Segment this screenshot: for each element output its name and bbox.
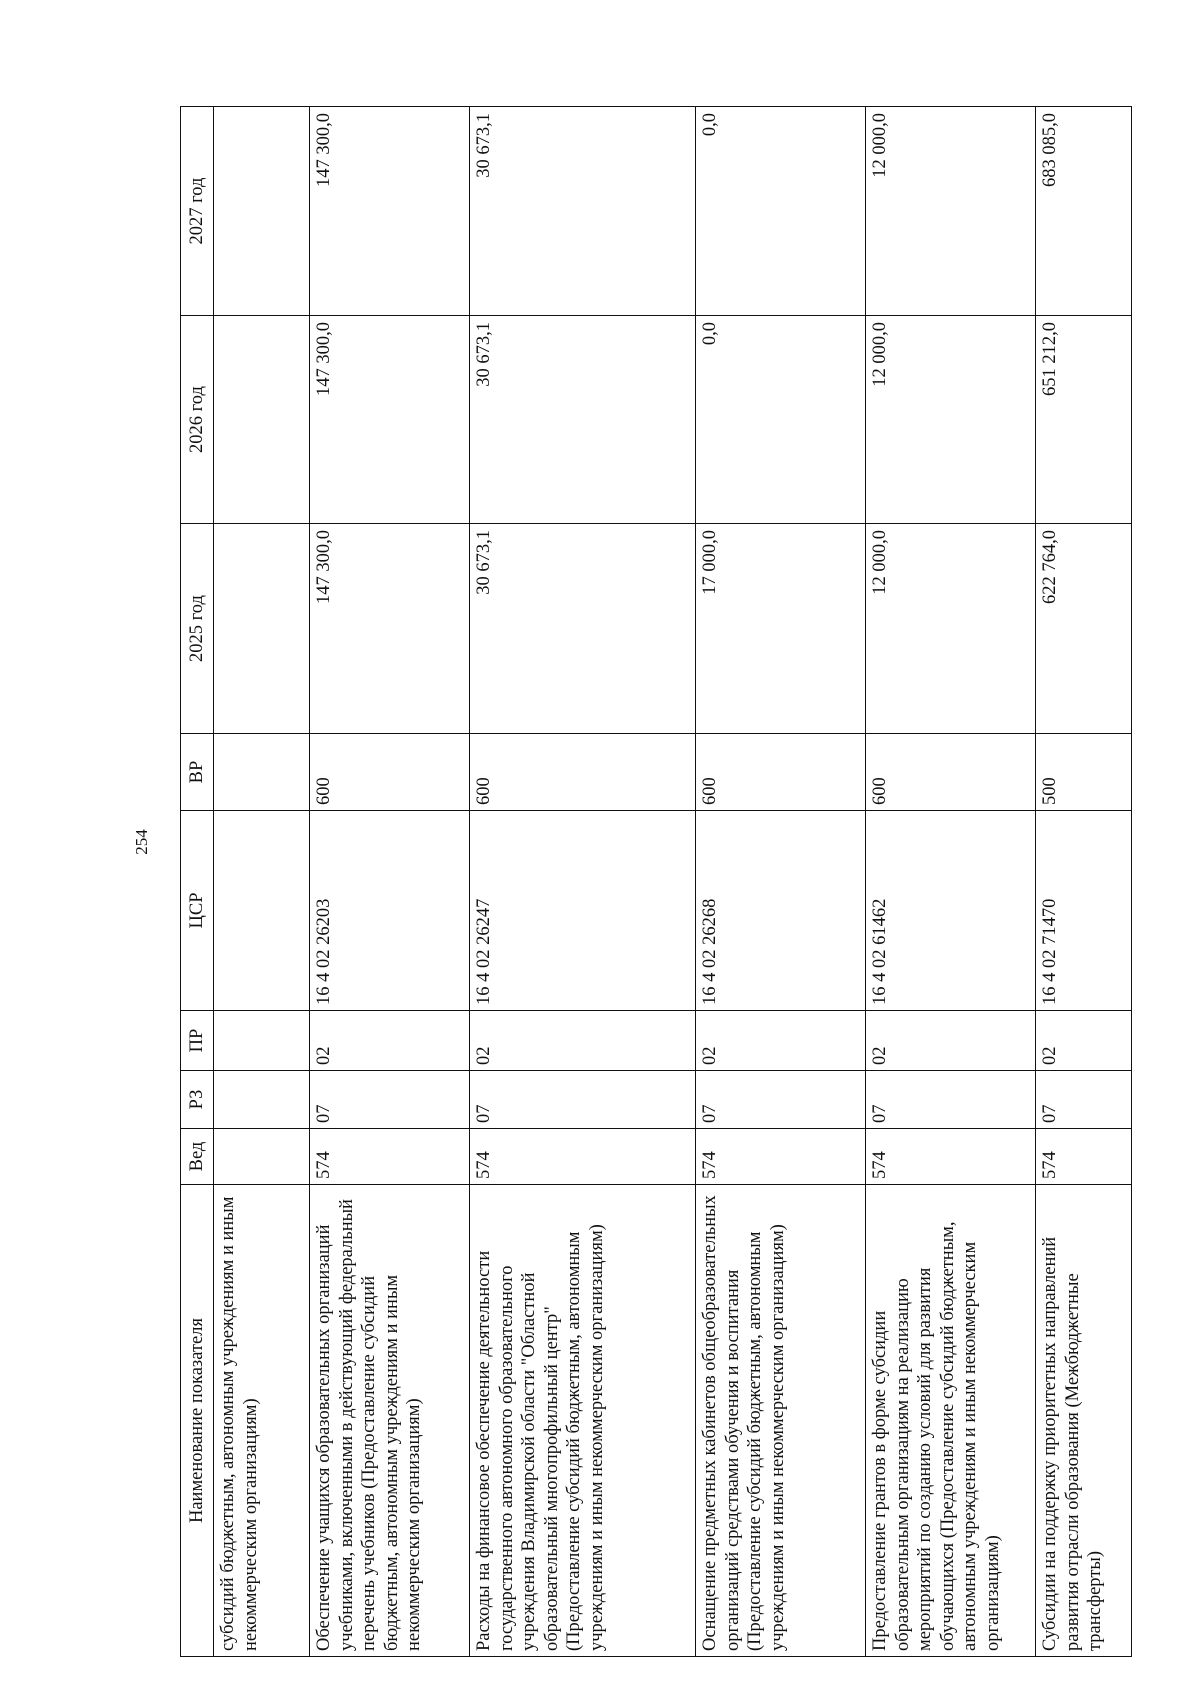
row-ved: 574 bbox=[696, 1129, 866, 1185]
header-csr: ЦСР bbox=[181, 811, 214, 1011]
row-ved: 574 bbox=[310, 1129, 470, 1185]
table-row bbox=[214, 107, 310, 1657]
row-name: субсидий бюджетным, автономным учреждениям и иным некоммерческим организациям) bbox=[214, 1185, 310, 1657]
page-number bbox=[132, 829, 151, 855]
table-row bbox=[310, 107, 470, 1657]
row-pr bbox=[214, 1011, 310, 1071]
table-row bbox=[470, 107, 696, 1657]
row-rz: 07 bbox=[470, 1071, 696, 1129]
table-header-row bbox=[181, 107, 214, 1657]
row-rz bbox=[214, 1071, 310, 1129]
row-2027: 0,0 bbox=[696, 107, 866, 316]
row-name: Обеспечение учащихся образовательных организаций учебниками, включенными в действующий федеральный перечень учебников (Предоставление субсидий бюджетным, автономным учреждениям и иным некоммерческим организациям) bbox=[310, 1185, 470, 1657]
row-pr: 02 bbox=[1036, 1011, 1132, 1071]
row-2025: 30 673,1 bbox=[470, 524, 696, 734]
table-row bbox=[866, 107, 1036, 1657]
row-pr: 02 bbox=[696, 1011, 866, 1071]
header-pr: ПР bbox=[181, 1011, 214, 1071]
row-2027: 683 085,0 bbox=[1036, 107, 1132, 316]
row-csr: 16 4 02 71470 bbox=[1036, 811, 1132, 1011]
row-name: Предоставление грантов в форме субсидии образовательным организациям на реализацию мероприятий по созданию условий для развития обучающихся (Предоставление субсидий бюджетным, автономным учреждениям и иным некоммерческим организациям) bbox=[866, 1185, 1036, 1657]
header-2027: 2027 год bbox=[181, 107, 214, 316]
row-2026 bbox=[214, 316, 310, 524]
row-csr: 16 4 02 26203 bbox=[310, 811, 470, 1011]
row-2025: 147 300,0 bbox=[310, 524, 470, 734]
row-2026: 147 300,0 bbox=[310, 316, 470, 524]
row-name: Расходы на финансовое обеспечение деятельности государственного автономного образовательного учреждения Владимирской области "Областной образовательный многопрофильный центр" (Предоставление субсидий бюджетным, автономным учреждениям и иным некоммерческим организациям) bbox=[470, 1185, 696, 1657]
row-ved: 574 bbox=[866, 1129, 1036, 1185]
row-2025: 17 000,0 bbox=[696, 524, 866, 734]
row-2027: 12 000,0 bbox=[866, 107, 1036, 316]
row-pr: 02 bbox=[310, 1011, 470, 1071]
row-rz: 07 bbox=[696, 1071, 866, 1129]
row-ved: 574 bbox=[1036, 1129, 1132, 1185]
row-ved: 574 bbox=[470, 1129, 696, 1185]
row-vr: 600 bbox=[696, 734, 866, 811]
row-2025: 622 764,0 bbox=[1036, 524, 1132, 734]
row-csr: 16 4 02 26247 bbox=[470, 811, 696, 1011]
header-2025: 2025 год bbox=[181, 524, 214, 734]
row-csr: 16 4 02 61462 bbox=[866, 811, 1036, 1011]
row-name: Субсидии на поддержку приоритетных направлений развития отрасли образования (Межбюджетные трансферты) bbox=[1036, 1185, 1132, 1657]
rotated-table-container bbox=[180, 107, 1106, 1657]
budget-table bbox=[180, 106, 1132, 1657]
row-pr: 02 bbox=[866, 1011, 1036, 1071]
row-2027: 147 300,0 bbox=[310, 107, 470, 316]
row-2026: 651 212,0 bbox=[1036, 316, 1132, 524]
row-2026: 30 673,1 bbox=[470, 316, 696, 524]
header-name: Наименование показателя bbox=[181, 1185, 214, 1657]
header-vr: ВР bbox=[181, 734, 214, 811]
table-row bbox=[696, 107, 866, 1657]
row-rz: 07 bbox=[866, 1071, 1036, 1129]
row-2027 bbox=[214, 107, 310, 316]
row-csr bbox=[214, 811, 310, 1011]
header-rz: РЗ bbox=[181, 1071, 214, 1129]
header-ved: Вед bbox=[181, 1129, 214, 1185]
row-ved bbox=[214, 1129, 310, 1185]
row-rz: 07 bbox=[1036, 1071, 1132, 1129]
row-name: Оснащение предметных кабинетов общеобразовательных организаций средствами обучения и воспитания (Предоставление субсидий бюджетным, автономным учреждениям и иным некоммерческим организациям) bbox=[696, 1185, 866, 1657]
header-2026: 2026 год bbox=[181, 316, 214, 524]
row-pr: 02 bbox=[470, 1011, 696, 1071]
row-2025: 12 000,0 bbox=[866, 524, 1036, 734]
row-2026: 0,0 bbox=[696, 316, 866, 524]
row-2025 bbox=[214, 524, 310, 734]
row-rz: 07 bbox=[310, 1071, 470, 1129]
row-2027: 30 673,1 bbox=[470, 107, 696, 316]
page-number-text: 254 bbox=[132, 829, 151, 855]
table-row bbox=[1036, 107, 1132, 1657]
row-vr: 600 bbox=[470, 734, 696, 811]
row-vr: 600 bbox=[866, 734, 1036, 811]
row-vr: 600 bbox=[310, 734, 470, 811]
row-csr: 16 4 02 26268 bbox=[696, 811, 866, 1011]
row-vr: 500 bbox=[1036, 734, 1132, 811]
row-vr bbox=[214, 734, 310, 811]
row-2026: 12 000,0 bbox=[866, 316, 1036, 524]
